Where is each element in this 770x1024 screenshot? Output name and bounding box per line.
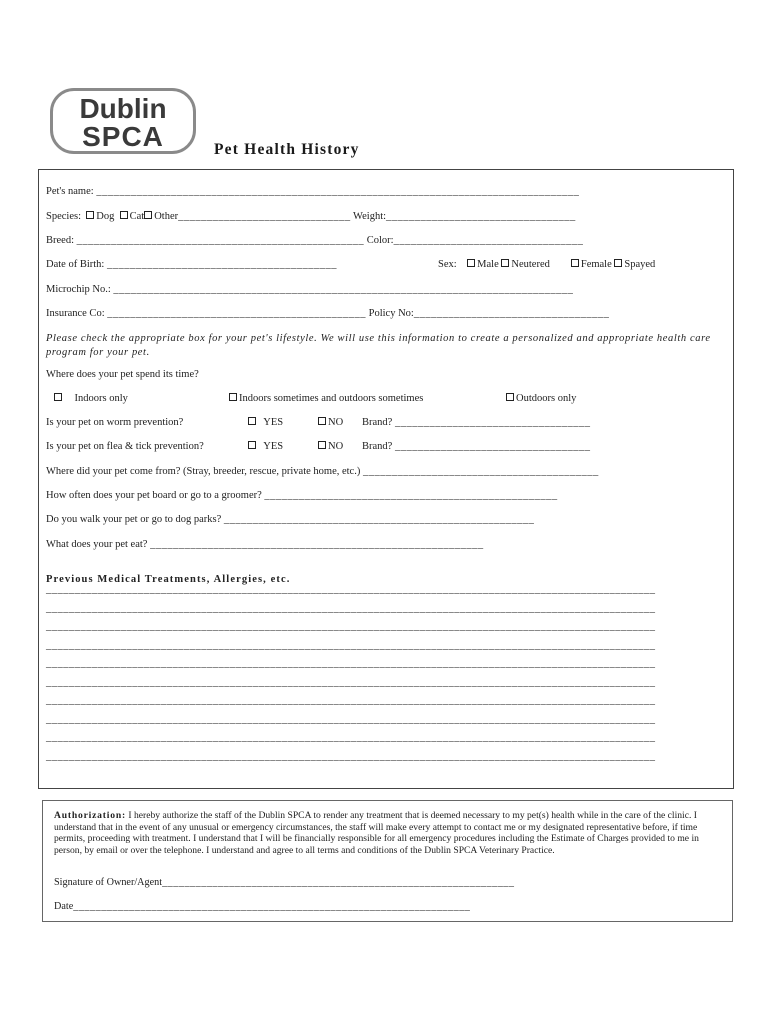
dob-label: Date of Birth:: [46, 259, 105, 270]
date-label: Date: [54, 901, 74, 912]
medical-line[interactable]: __________________________________________________________________________________________________________: [46, 751, 656, 762]
pets-name-field[interactable]: ____________________________________________________________________________________: [96, 186, 580, 197]
worm-brand-row: [362, 417, 590, 428]
dob-row: [46, 259, 337, 270]
lifestyle-note: Please check the appropriate box for your pet's lifestyle. We will use this information to create a personalized and appropriate health care program for your pet.: [46, 333, 711, 358]
worm-no-label: NO: [328, 417, 344, 428]
dog-checkbox[interactable]: [86, 211, 94, 219]
flea-yes-checkbox[interactable]: [248, 441, 256, 449]
pets-name-label: Pet's name:: [46, 186, 94, 197]
medical-line[interactable]: __________________________________________________________________________________________________________: [46, 732, 656, 743]
date-row: [54, 901, 470, 912]
signature-field[interactable]: _______________________________________________________________: [162, 877, 515, 888]
flea-question: Is your pet on flea & tick prevention?: [46, 441, 204, 452]
spend-time-question: Where does your pet spend its time?: [46, 369, 199, 380]
logo-line2: SPCA: [82, 121, 164, 152]
pets-name-row: [46, 186, 579, 197]
male-label: Male: [477, 259, 499, 270]
board-row: [46, 490, 558, 501]
insurance-label: Insurance Co:: [46, 308, 105, 319]
authorization-body: I hereby authorize the staff of the Dublin SPCA to render any treatment that is deemed necessary to my pet(s) health while in the care of the clinic. I understand that in the event of any unusual or emergency circumstances, the staff will make every attempt to contact me or my designated representative before, if time permits, proceeding with treatment. I understand that I will be financially responsible for all emergency procedures including the Estimate of Charges provided to me in person, by email or over the telephone. I understand and agree to all terms and conditions of the Dublin SPCA Veterinary Practice.: [54, 810, 699, 856]
worm-question: Is your pet on worm prevention?: [46, 417, 184, 428]
color-field[interactable]: _________________________________: [393, 235, 584, 246]
neutered-label: Neutered: [511, 259, 550, 270]
indoors-label: Indoors only: [74, 393, 128, 404]
spayed-checkbox[interactable]: [614, 259, 622, 267]
medical-line[interactable]: __________________________________________________________________________________________________________: [46, 677, 656, 688]
female-checkbox[interactable]: [571, 259, 579, 267]
weight-field[interactable]: _________________________________: [386, 211, 576, 222]
eat-question: What does your pet eat?: [46, 539, 148, 550]
flea-no-checkbox[interactable]: [318, 441, 326, 449]
authorization-label: Authorization:: [54, 810, 126, 821]
worm-yes-option: [248, 417, 283, 428]
mixed-checkbox[interactable]: [229, 393, 237, 401]
medical-line[interactable]: __________________________________________________________________________________________________________: [46, 621, 656, 632]
date-field[interactable]: _______________________________________________________________________: [73, 901, 471, 912]
neutered-checkbox[interactable]: [501, 259, 509, 267]
species-label: Species:: [46, 211, 81, 222]
other-field[interactable]: ______________________________: [178, 211, 351, 222]
sex-label: Sex:: [438, 259, 457, 270]
flea-brand-field[interactable]: __________________________________: [394, 441, 591, 452]
insurance-row: [46, 308, 609, 319]
worm-brand-field[interactable]: __________________________________: [394, 417, 591, 428]
board-field[interactable]: ___________________________________________________: [264, 490, 558, 501]
sex-row: [438, 259, 655, 270]
flea-no-option: [318, 441, 343, 452]
breed-label: Breed:: [46, 235, 74, 246]
cat-checkbox[interactable]: [120, 211, 128, 219]
male-checkbox[interactable]: [467, 259, 475, 267]
flea-yes-option: [248, 441, 283, 452]
signature-label: Signature of Owner/Agent: [54, 877, 163, 888]
species-row: [46, 211, 576, 222]
logo-line1: Dublin: [79, 93, 167, 124]
mixed-label: Indoors sometimes and outdoors sometimes: [239, 393, 424, 404]
breed-row: [46, 235, 583, 246]
origin-field[interactable]: _________________________________________: [362, 466, 599, 477]
flea-yes-label: YES: [263, 441, 284, 452]
medical-line[interactable]: __________________________________________________________________________________________________________: [46, 658, 656, 669]
policy-label: Policy No:: [368, 308, 414, 319]
microchip-label: Microchip No.:: [46, 284, 111, 295]
color-label: Color:: [366, 235, 394, 246]
eat-field[interactable]: __________________________________________________________: [150, 539, 484, 550]
outdoors-checkbox[interactable]: [506, 393, 514, 401]
worm-brand-label: Brand?: [362, 417, 393, 428]
worm-yes-checkbox[interactable]: [248, 417, 256, 425]
dog-label: Dog: [96, 211, 115, 222]
walk-row: [46, 514, 534, 525]
flea-no-label: NO: [328, 441, 344, 452]
medical-line[interactable]: __________________________________________________________________________________________________________: [46, 603, 656, 614]
walk-field[interactable]: ______________________________________________________: [223, 514, 535, 525]
microchip-field[interactable]: ________________________________________________________________________________: [113, 284, 574, 295]
policy-field[interactable]: __________________________________: [413, 308, 610, 319]
origin-question: Where did your pet come from? (Stray, breeder, rescue, private home, etc.): [46, 466, 361, 477]
walk-question: Do you walk your pet or go to dog parks?: [46, 514, 222, 525]
authorization-text: [54, 810, 726, 856]
spayed-label: Spayed: [624, 259, 656, 270]
insurance-field[interactable]: _____________________________________________: [107, 308, 366, 319]
medical-line[interactable]: __________________________________________________________________________________________________________: [46, 695, 656, 706]
origin-row: [46, 466, 599, 477]
board-question: How often does your pet board or go to a groomer?: [46, 490, 262, 501]
indoors-option: [54, 393, 128, 404]
mixed-option: [229, 393, 423, 404]
medical-line[interactable]: __________________________________________________________________________________________________________: [46, 584, 656, 595]
female-label: Female: [580, 259, 612, 270]
medical-line[interactable]: __________________________________________________________________________________________________________: [46, 714, 656, 725]
worm-no-checkbox[interactable]: [318, 417, 326, 425]
cat-label: Cat: [129, 211, 145, 222]
microchip-row: [46, 284, 573, 295]
indoors-checkbox[interactable]: [54, 393, 62, 401]
dob-field[interactable]: ________________________________________: [106, 259, 337, 270]
worm-no-option: [318, 417, 343, 428]
page-title: Pet Health History: [214, 141, 360, 158]
flea-brand-label: Brand?: [362, 441, 393, 452]
flea-brand-row: [362, 441, 590, 452]
dublin-spca-logo: [50, 88, 196, 154]
outdoors-label: Outdoors only: [516, 393, 577, 404]
other-checkbox[interactable]: [144, 211, 152, 219]
weight-label: Weight:: [353, 211, 387, 222]
breed-field[interactable]: __________________________________________________: [76, 235, 365, 246]
previous-medical-heading: Previous Medical Treatments, Allergies, etc.: [46, 574, 291, 585]
medical-line[interactable]: __________________________________________________________________________________________________________: [46, 640, 656, 651]
outdoors-option: [506, 393, 576, 404]
signature-row: [54, 877, 514, 888]
worm-yes-label: YES: [263, 417, 284, 428]
other-label: Other: [154, 211, 179, 222]
eat-row: [46, 539, 484, 550]
